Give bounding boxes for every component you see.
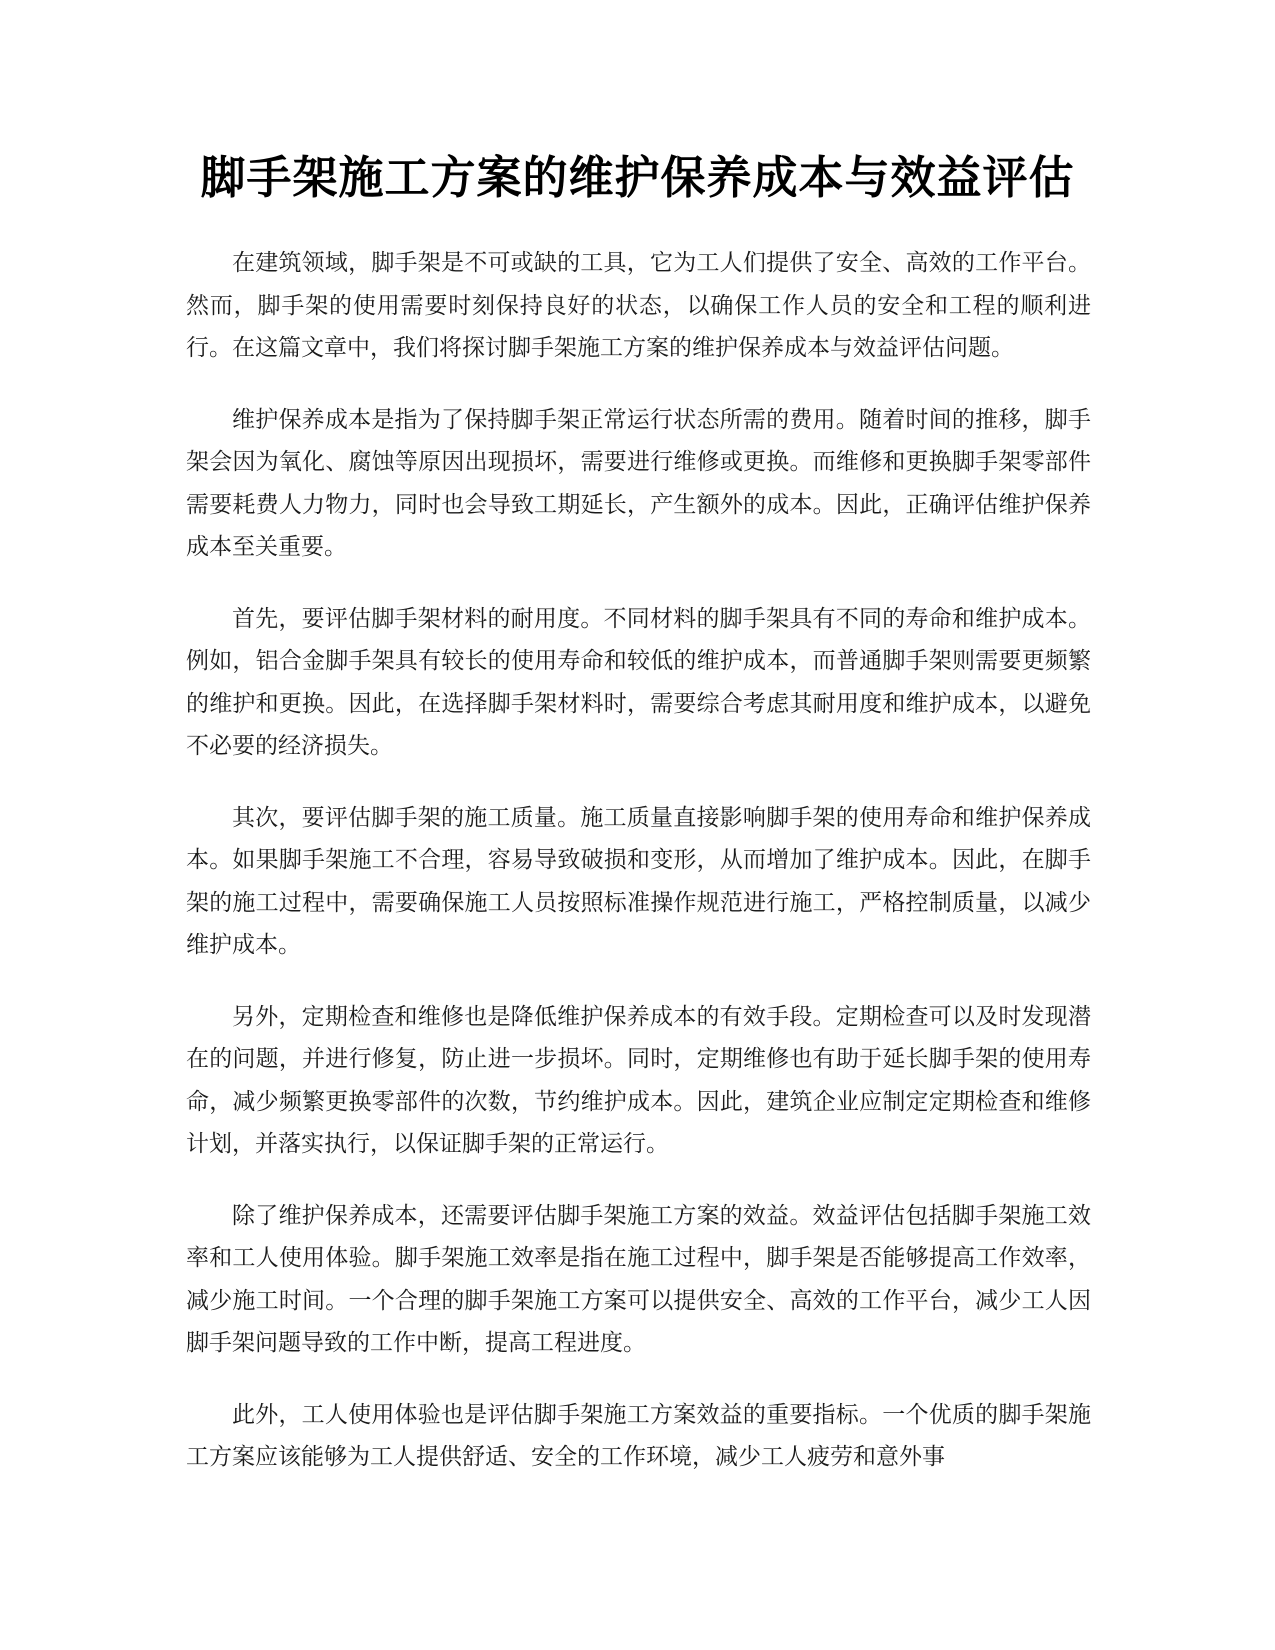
paragraph: 除了维护保养成本，还需要评估脚手架施工方案的效益。效益评估包括脚手架施工效率和工人使用体验。脚手架施工效率是指在施工过程中，脚手架是否能够提高工作效率，减少施工时间。一个合理的脚手架施工方案可以提供安全、高效的工作平台，减少工人因脚手架问题导致的工作中断，提高工程进度。 — [186, 1202, 1091, 1356]
paragraph: 此外，工人使用体验也是评估脚手架施工方案效益的重要指标。一个优质的脚手架施工方案应该能够为工人提供舒适、安全的工作环境，减少工人疲劳和意外事 — [186, 1401, 1091, 1470]
document-body — [186, 242, 1091, 1508]
document-title: 脚手架施工方案的维护保养成本与效益评估 — [200, 151, 1075, 204]
paragraph: 首先，要评估脚手架材料的耐用度。不同材料的脚手架具有不同的寿命和维护成本。例如，铝合金脚手架具有较长的使用寿命和较低的维护成本，而普通脚手架则需要更频繁的维护和更换。因此，在选择脚手架材料时，需要综合考虑其耐用度和维护成本，以避免不必要的经济损失。 — [186, 605, 1091, 759]
paragraph: 另外，定期检查和维修也是降低维护保养成本的有效手段。定期检查可以及时发现潜在的问题，并进行修复，防止进一步损坏。同时，定期维修也有助于延长脚手架的使用寿命，减少频繁更换零部件的次数，节约维护成本。因此，建筑企业应制定定期检查和维修计划，并落实执行，以保证脚手架的正常运行。 — [186, 1003, 1091, 1157]
paragraph: 其次，要评估脚手架的施工质量。施工质量直接影响脚手架的使用寿命和维护保养成本。如果脚手架施工不合理，容易导致破损和变形，从而增加了维护成本。因此，在脚手架的施工过程中，需要确保施工人员按照标准操作规范进行施工，严格控制质量，以减少维护成本。 — [186, 804, 1091, 958]
paragraph: 在建筑领域，脚手架是不可或缺的工具，它为工人们提供了安全、高效的工作平台。然而，脚手架的使用需要时刻保持良好的状态，以确保工作人员的安全和工程的顺利进行。在这篇文章中，我们将探讨脚手架施工方案的维护保养成本与效益评估问题。 — [186, 250, 1091, 361]
paragraph: 维护保养成本是指为了保持脚手架正常运行状态所需的费用。随着时间的推移，脚手架会因为氧化、腐蚀等原因出现损坏，需要进行维修或更换。而维修和更换脚手架零部件需要耗费人力物力，同时也会导致工期延长，产生额外的成本。因此，正确评估维护保养成本至关重要。 — [186, 406, 1091, 560]
